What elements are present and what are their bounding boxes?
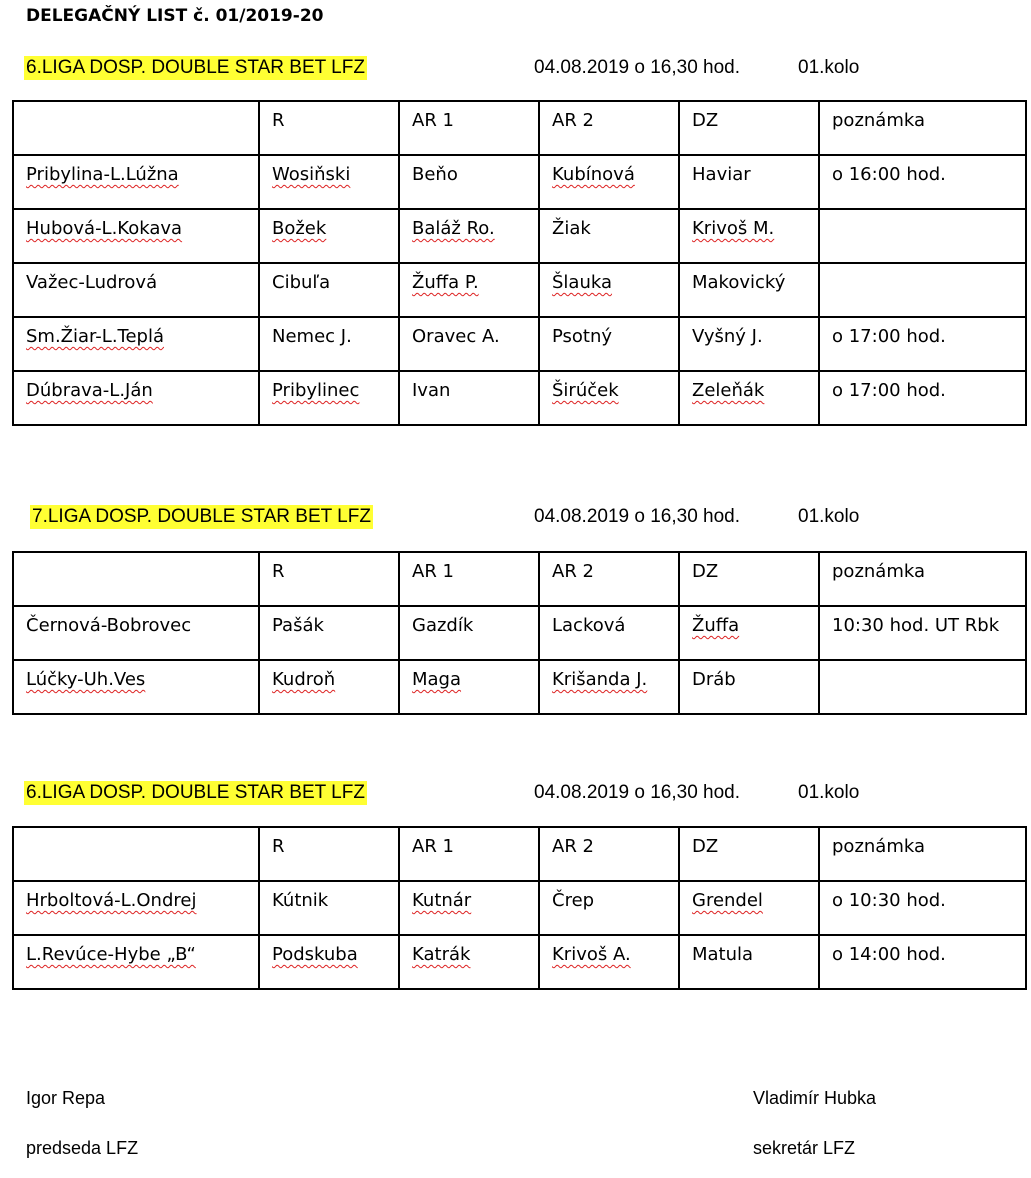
referee-cell: Nemec J. — [272, 326, 352, 347]
match-cell: Važec-Ludrová — [26, 272, 158, 293]
table-row — [13, 606, 1026, 660]
ar1-cell: Gazdík — [412, 615, 474, 636]
header-cell: R — [259, 827, 399, 881]
header-cell: AR 1 — [399, 827, 539, 881]
referee-cell: Kudroň — [272, 669, 336, 690]
ar2-cell: Krišanda J. — [552, 669, 648, 690]
table-row — [13, 317, 1026, 371]
ar1-cell: Maga — [412, 669, 462, 690]
league-name: 6.LIGA DOSP. DOUBLE STAR BET LFZ — [26, 782, 365, 803]
table-row — [13, 881, 1026, 935]
header-cell: poznámka — [819, 827, 1026, 881]
note-cell: 10:30 hod. UT Rbk — [832, 615, 1000, 636]
header-cell — [13, 827, 259, 881]
dz-cell: Makovický — [692, 272, 786, 293]
referee-cell: Božek — [272, 218, 327, 239]
table-row — [13, 935, 1026, 989]
table-header-row — [13, 552, 1026, 606]
referee-cell: Pašák — [272, 615, 324, 636]
round-label: 01.kolo — [798, 57, 860, 78]
section-6-liga-1 — [12, 50, 1025, 426]
delegation-table — [12, 551, 1027, 715]
dz-cell: Grendel — [692, 890, 763, 911]
referee-cell: Wosiňski — [272, 164, 351, 185]
ar2-cell: Psotný — [552, 326, 613, 347]
dz-cell: Žuffa — [692, 615, 740, 636]
league-name: 7.LIGA DOSP. DOUBLE STAR BET LFZ — [32, 506, 371, 527]
table-row — [13, 155, 1026, 209]
header-cell: DZ — [679, 827, 819, 881]
ar2-cell: Širúček — [552, 380, 619, 401]
ar1-cell: Kutnár — [412, 890, 472, 911]
header-cell — [13, 552, 259, 606]
ar1-cell: Baláž Ro. — [412, 218, 495, 239]
section-header — [12, 48, 1025, 88]
match-cell: Hubová-L.Kokava — [26, 218, 183, 239]
header-cell: DZ — [679, 552, 819, 606]
section-header — [12, 773, 1025, 813]
dz-cell: Matula — [692, 944, 754, 965]
referee-cell: Pribylinec — [272, 380, 360, 401]
ar1-cell: Žuffa P. — [412, 272, 479, 293]
table-header-row — [13, 827, 1026, 881]
match-cell: Lúčky-Uh.Ves — [26, 669, 146, 690]
match-cell: L.Revúce-Hybe „B“ — [26, 944, 196, 965]
document-title: DELEGAČNÝ LIST č. 01/2019-20 — [26, 6, 324, 26]
table-row — [13, 371, 1026, 425]
ar2-cell: Lacková — [552, 615, 626, 636]
section-header — [12, 497, 1025, 537]
match-cell: Dúbrava-L.Ján — [26, 380, 153, 401]
match-cell: Sm.Žiar-L.Teplá — [26, 326, 165, 347]
match-cell: Černová-Bobrovec — [26, 615, 192, 636]
header-cell — [13, 101, 259, 155]
note-cell: o 10:30 hod. — [832, 890, 946, 911]
match-datetime: 04.08.2019 o 16,30 hod. — [534, 57, 741, 78]
table-header-row — [13, 101, 1026, 155]
ar2-cell: Šlauka — [552, 272, 613, 293]
dz-cell: Zeleňák — [692, 380, 765, 401]
dz-cell: Vyšný J. — [692, 326, 763, 347]
note-cell: o 14:00 hod. — [832, 944, 946, 965]
table-row — [13, 660, 1026, 714]
table-row — [13, 263, 1026, 317]
header-cell: AR 1 — [399, 101, 539, 155]
signature-left-role: predseda LFZ — [26, 1138, 139, 1158]
ar2-cell: Črep — [552, 890, 595, 911]
header-cell: AR 2 — [539, 827, 679, 881]
ar2-cell: Krivoš A. — [552, 944, 631, 965]
header-cell: poznámka — [819, 101, 1026, 155]
header-cell: AR 2 — [539, 552, 679, 606]
dz-cell: Haviar — [692, 164, 751, 185]
signature-left-name: Igor Repa — [26, 1088, 106, 1108]
delegation-table — [12, 826, 1027, 990]
section-6-liga-2 — [12, 774, 1025, 990]
header-cell: DZ — [679, 101, 819, 155]
round-label: 01.kolo — [798, 506, 860, 527]
signature-right-name: Vladimír Hubka — [753, 1088, 877, 1108]
match-cell: Hrboltová-L.Ondrej — [26, 890, 197, 911]
ar1-cell: Ivan — [412, 380, 451, 401]
ar1-cell: Beňo — [412, 164, 458, 185]
ar2-cell: Žiak — [552, 218, 591, 239]
note-cell: o 17:00 hod. — [832, 380, 946, 401]
header-cell: R — [259, 101, 399, 155]
round-label: 01.kolo — [798, 782, 860, 803]
table-row — [13, 209, 1026, 263]
signature-right-role: sekretár LFZ — [753, 1138, 856, 1158]
header-cell: AR 2 — [539, 101, 679, 155]
note-cell: o 16:00 hod. — [832, 164, 946, 185]
ar2-cell: Kubínová — [552, 164, 635, 185]
match-cell: Pribylina-L.Lúžna — [26, 164, 179, 185]
ar1-cell: Katrák — [412, 944, 471, 965]
header-cell: poznámka — [819, 552, 1026, 606]
header-cell: R — [259, 552, 399, 606]
referee-cell: Podskuba — [272, 944, 358, 965]
match-datetime: 04.08.2019 o 16,30 hod. — [534, 506, 741, 527]
delegation-table — [12, 100, 1027, 426]
dz-cell: Dráb — [692, 669, 736, 690]
referee-cell: Kútnik — [272, 890, 329, 911]
header-cell: AR 1 — [399, 552, 539, 606]
section-7-liga — [12, 498, 1025, 715]
dz-cell: Krivoš M. — [692, 218, 775, 239]
ar1-cell: Oravec A. — [412, 326, 500, 347]
referee-cell: Cibuľa — [272, 272, 331, 293]
match-datetime: 04.08.2019 o 16,30 hod. — [534, 782, 741, 803]
note-cell: o 17:00 hod. — [832, 326, 946, 347]
league-name: 6.LIGA DOSP. DOUBLE STAR BET LFZ — [26, 57, 365, 78]
